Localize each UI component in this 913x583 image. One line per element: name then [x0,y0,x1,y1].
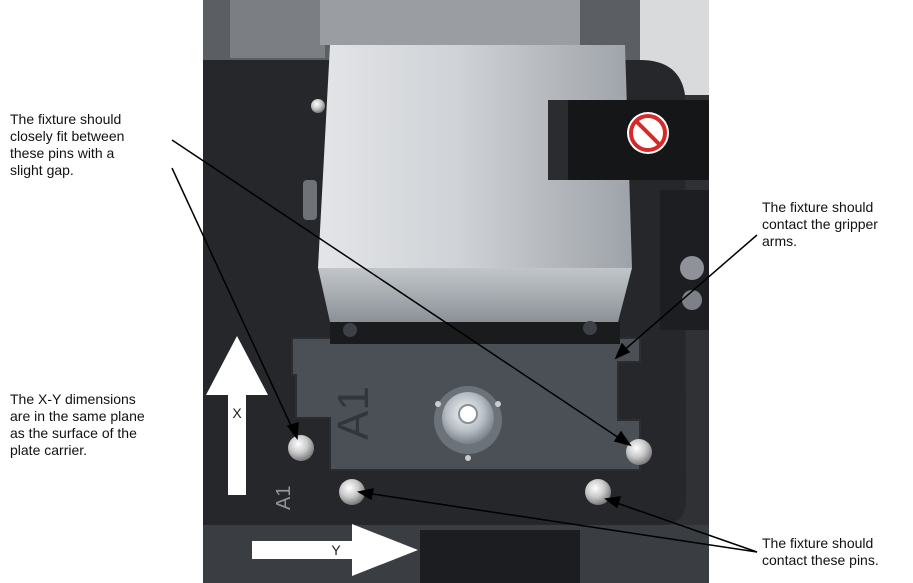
left-bracket [303,180,317,220]
callout-line: these pins with a [10,145,115,161]
callout-line: contact these pins. [762,552,879,568]
level-screw [465,455,471,461]
callout-gripper-arms [762,199,912,250]
fixture-engraving: A1 [329,386,378,440]
right-hardware-knob [680,256,704,280]
callout-line: The fixture should [10,111,122,127]
callout-xy-plane [10,391,180,459]
callout-line: are in the same plane [10,408,145,424]
callout-line: The X-Y dimensions [10,391,136,407]
callout-line: contact the gripper [762,216,878,232]
callout-line: arms. [762,233,797,249]
carrier-engraving: A1 [273,485,295,510]
y-axis-label: Y [331,542,341,558]
callout-line: closely fit between [10,128,125,144]
callout-line: The fixture should [762,199,874,215]
pin-right [626,439,652,465]
callout-line: plate carrier. [10,442,88,458]
pin-left [288,435,314,461]
gripper-screw [583,321,597,335]
gripper-screw [343,323,357,337]
callout-line: slight gap. [10,162,74,178]
screw [311,99,325,113]
right-hardware-knob-2 [682,290,702,310]
gripper-cover-lip [318,268,632,322]
bubble-level-bubble [459,405,477,423]
level-screw [435,401,441,407]
pin-bottom-right [585,479,611,505]
machine-upper-body [320,0,580,45]
gripper-base [330,322,620,344]
callout-fit-between-pins [10,111,170,179]
level-screw [495,401,501,407]
callout-line: The fixture should [762,535,874,551]
x-axis-label: X [232,405,242,421]
callout-line: as the surface of the [10,425,137,441]
lower-dark-part [420,530,580,583]
label-block-edge [548,100,568,180]
callout-contact-pins [762,535,912,569]
machine-upper-part [230,0,325,58]
